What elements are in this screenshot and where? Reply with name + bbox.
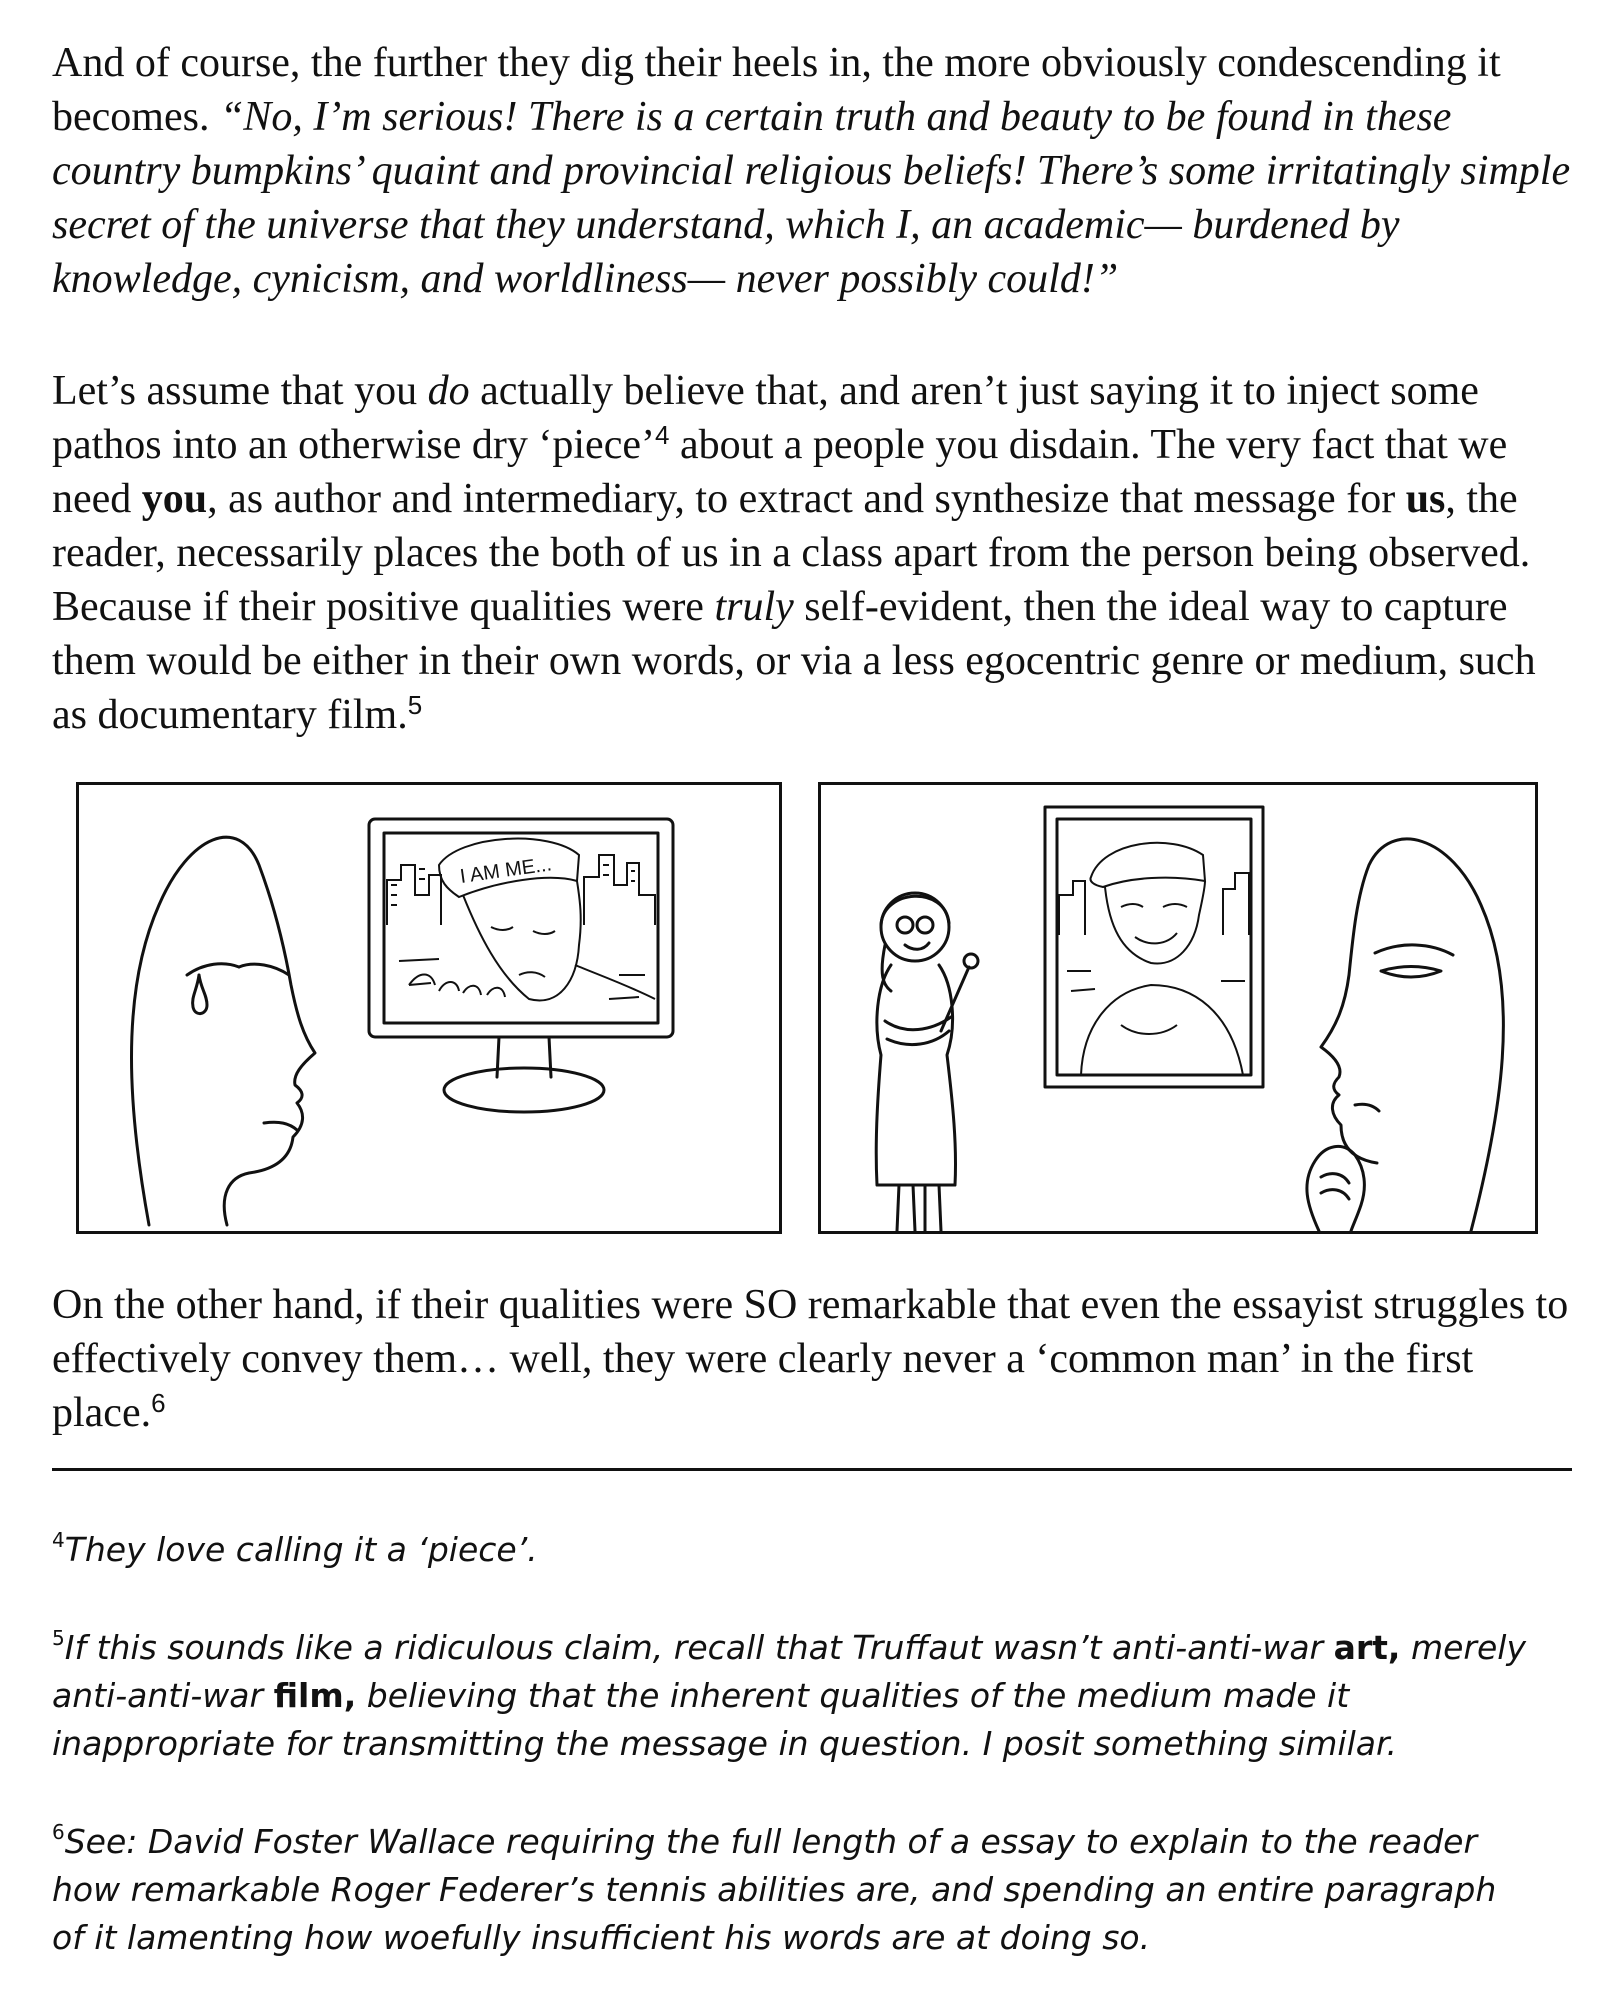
proud-man-shoulders xyxy=(1081,985,1243,1075)
artist-body xyxy=(876,965,955,1185)
p2-text-1: Let’s assume that you xyxy=(52,368,428,414)
proud-man-smile xyxy=(1135,933,1177,943)
artist-glasses-right xyxy=(917,917,933,933)
footnote-5-bold-art: art, xyxy=(1333,1628,1401,1667)
p2-text-3: about a people you disdain. The very fact that we need xyxy=(52,422,1508,522)
p2-emphasis-do: do xyxy=(427,368,470,414)
viewer-closed-eye xyxy=(239,964,289,975)
footnote-6-number: 6 xyxy=(52,1820,65,1844)
footnote-4-number: 4 xyxy=(52,1528,65,1552)
footnote-ref-6: 6 xyxy=(151,1388,166,1418)
sad-man-eyes xyxy=(491,927,555,934)
p2-bold-you: you xyxy=(141,476,208,522)
critic-head-outline xyxy=(1321,839,1503,1231)
proud-man-face xyxy=(1105,881,1205,963)
critic-eye xyxy=(1381,967,1441,978)
viewer-head-outline xyxy=(132,837,316,1225)
sad-man-shoulder xyxy=(575,965,655,999)
footnote-divider xyxy=(52,1468,1572,1471)
artist-legs xyxy=(897,1185,941,1231)
sad-man-mouth xyxy=(519,972,545,977)
footnote-5-text-1: If this sounds like a ridiculous claim, recall that Truffaut wasn’t anti-anti-war xyxy=(64,1628,1334,1667)
tv-monitor-stand xyxy=(497,1037,551,1077)
proud-man-eyes xyxy=(1121,904,1187,907)
portrait-frame xyxy=(1045,807,1263,1087)
proud-man-cap xyxy=(1091,843,1206,887)
footnote-5-bold-film: film, xyxy=(273,1676,357,1715)
portrait-canvas xyxy=(1057,819,1251,1075)
paragraph-3-text: On the other hand, if their qualities were SO remarkable that even the essayist struggles to effectively convey them… well, they were clearly never a ‘common man’ in the first place. xyxy=(52,1282,1569,1436)
footnote-ref-5: 5 xyxy=(407,690,423,720)
artist-glasses-left xyxy=(897,917,913,933)
critic-eyebrow xyxy=(1375,945,1453,955)
footnote-5 xyxy=(52,1624,1532,1768)
paragraph-3 xyxy=(52,1278,1572,1440)
portrait-skyline xyxy=(1059,873,1249,935)
paragraph-2 xyxy=(52,364,1572,742)
footnote-ref-4: 4 xyxy=(654,420,670,450)
artist-smile xyxy=(905,943,929,949)
comic-strip xyxy=(76,782,1568,1234)
footnote-4-text: They love calling it a ‘piece’. xyxy=(64,1530,538,1569)
p2-text-4: , as author and intermediary, to extract and synthesize that message for xyxy=(207,476,1406,522)
portrait-water-lines xyxy=(1067,971,1245,991)
tv-caption-i-am-me: I AM ME... xyxy=(458,853,554,888)
comic-panel-left-drawing xyxy=(79,785,779,1231)
footnote-4 xyxy=(52,1526,1532,1574)
tv-monitor-base xyxy=(444,1068,604,1112)
paragraph-1-quote: “No, I’m serious! There is a certain truth and beauty to be found in these country bumpkins’ quaint and provincial religious beliefs! There’s some irritatingly simple secret of the universe that they understand, which I, an academic— burdened by knowledge, cynicism, and worldliness— never possibly could!” xyxy=(52,94,1571,302)
sad-man-hands xyxy=(409,975,505,998)
footnote-5-text-2: merely anti-anti-war xyxy=(52,1628,1526,1715)
critic-mouth xyxy=(1355,1104,1379,1111)
comic-panel-left xyxy=(76,782,782,1234)
p2-text-5: , the reader, necessarily places the both of us in a class apart from the person being observed. Because if their positive qualities were xyxy=(52,476,1531,630)
viewer-mouth xyxy=(264,1122,297,1130)
footnote-6-text: See: David Foster Wallace requiring the full length of a essay to explain to the reader how remarkable Roger Federer’s tennis abilities are, and spending an entire paragraph of it lamenting how woefully insufficient his words are at doing so. xyxy=(52,1822,1497,1957)
tv-monitor-frame xyxy=(369,819,673,1037)
footnote-5-text-3: believing that the inherent qualities of the medium made it inappropriate for transmitting the message in question. I posit something similar. xyxy=(52,1676,1398,1763)
artist-hair xyxy=(881,896,949,991)
p2-text-2: actually believe that, and aren’t just saying it to inject some pathos into an otherwise dry ‘piece’ xyxy=(52,368,1479,468)
p2-text-6: self-evident, then the ideal way to capture them would be either in their own words, or via a less egocentric genre or medium, such as documentary film. xyxy=(52,584,1536,738)
sad-man-face xyxy=(463,881,581,1000)
paragraph-1-intro: And of course, the further they dig their heels in, the more obviously condescending it becomes. xyxy=(52,40,1501,140)
comic-panel-right-drawing xyxy=(821,785,1535,1231)
footnote-6 xyxy=(52,1818,1532,1962)
p2-emphasis-truly: truly xyxy=(714,584,794,630)
p2-bold-us: us xyxy=(1405,476,1446,522)
viewer-eyebrow xyxy=(187,964,239,975)
teardrop-icon xyxy=(193,975,207,1014)
footnote-5-number: 5 xyxy=(52,1626,65,1650)
skyline-right xyxy=(584,855,655,925)
paragraph-1 xyxy=(52,36,1572,306)
comic-panel-right xyxy=(818,782,1538,1234)
